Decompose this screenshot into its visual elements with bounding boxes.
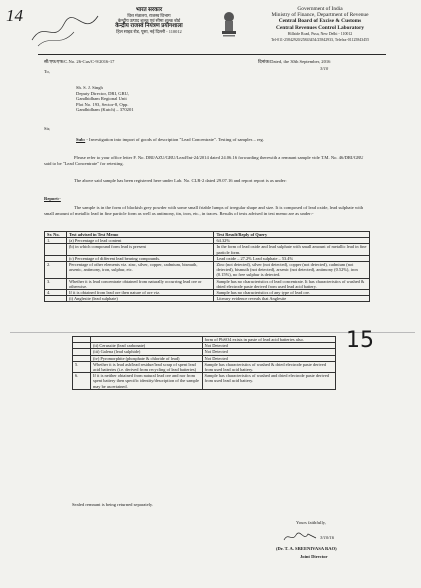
table-cell: Sample has no characteristics of lead concentrate. It has characteristics of washed & dried electrode paste derived from used lead acid battery. xyxy=(214,278,370,289)
table-cell: If it is neither obtained from natural lead ore and nor from spent battery then specific identity/description of the sample may be ascertained. xyxy=(90,373,202,390)
table-cell: Lead oxide – 27.2% Lead sulphate – 53.4% xyxy=(214,255,370,261)
table-header-cell: Sr. No. xyxy=(45,232,67,238)
header-hindi-line: केन्द्रीय उत्पाद शुल्क एवं सीमा शुल्क बोर्ड xyxy=(117,18,181,24)
table-cell: (i) Anglesite (lead sulphate) xyxy=(66,296,214,302)
subject-line xyxy=(76,137,368,143)
header-english-line: Government of India xyxy=(297,6,343,12)
table-header-cell: Test advised in Test Memo xyxy=(66,232,214,238)
table-row xyxy=(73,361,336,372)
table-cell: 4. xyxy=(45,290,67,296)
table-cell: Literary evidence reveals that Anglesite xyxy=(214,296,370,302)
table-cell: If it is obtained from lead ore then nature of ore viz. xyxy=(66,290,214,296)
table-cell xyxy=(45,296,67,302)
header-hindi-line: वित्त मंत्रालय, राजस्व विभाग xyxy=(127,13,171,19)
table-cell: Not Detected xyxy=(202,343,335,349)
table-cell: Percentage of other elements viz. zinc, silver, copper, cadmium, bismuth, arsenic, antimony, iron, sulphur, etc. xyxy=(66,262,214,279)
table-cell: form of PbSO4 exists in paste of lead acid batteries also. xyxy=(202,337,335,343)
table-cell: Sample has no characteristics of any type of lead ore. xyxy=(214,290,370,296)
handwritten-page-mark: 14 xyxy=(6,6,23,25)
header-english-line: Central Board of Excise & Customs xyxy=(278,18,362,25)
paragraph-2: The above said sample has been registered here under Lab. No. CLR-2 dated 29.07.16 and report report is as under: xyxy=(74,178,287,183)
table-row xyxy=(45,296,370,302)
handwritten-scribble-icon xyxy=(24,10,104,50)
national-emblem-icon xyxy=(218,10,240,38)
report-intro: The sample is in the form of blackish grey powder with some small friable lumps of irregular shape and size. It is composed of lead oxide, lead sulphate with small amount of metallic lead in fine particle form as well as antimony, tin, iron, etc., in traces. Results of tests advised in test memo are as under:- xyxy=(44,205,364,216)
closing-note: Sealed remnant is being returned separately. xyxy=(72,502,154,507)
addressee-line: Gandhidham Regional Unit xyxy=(76,96,127,102)
table-cell: (b) in which compound form lead is present xyxy=(66,244,214,255)
handwritten-date-note: 3/10 xyxy=(320,66,329,71)
results-table xyxy=(44,231,370,302)
header-divider xyxy=(38,54,386,55)
table-cell: 6. xyxy=(73,373,91,390)
addressee-line: Plot No. 193, Sector-8, Opp. xyxy=(76,101,129,107)
file-number: सी/एफ/एफ/C.No. 26-Cus/C-9/2016-17 xyxy=(44,59,115,64)
table-cell: In the form of lead oxide and lead sulphate with small amount of metallic lead in fine particle form. xyxy=(214,244,370,255)
letter-date: दिनांक/Dated, the 30th September, 2016 xyxy=(258,59,331,64)
signature-icon xyxy=(282,530,318,544)
closing-phrase: Yours faithfully, xyxy=(296,520,326,525)
table-row xyxy=(45,278,370,289)
to-label: To, xyxy=(44,69,50,74)
table-cell: Whether it is lead ash/lead residue/lead scrap of spent lead acid batteries (i.e. derived from recycling of lead batteries) xyxy=(90,361,202,372)
header-hindi-line: भारत सरकार xyxy=(135,7,163,13)
addressee-line: Gandhidham (Kutch) – 370201 xyxy=(76,107,134,113)
table-row xyxy=(73,373,336,390)
table-cell: (ii) Cerussite (lead carbonate) xyxy=(90,343,202,349)
table-cell: (iv) Pyromorphite (phosphate & chloride of lead) xyxy=(90,355,202,361)
table-cell: Not Detected xyxy=(202,355,335,361)
header-english-line: Ministry of Finance, Department of Revenue xyxy=(271,12,369,19)
addressee-line: Deputy Director, DRI, GRU, xyxy=(76,90,130,96)
table-row xyxy=(45,244,370,255)
table-cell: Not Detected xyxy=(202,349,335,355)
results-table-continued xyxy=(72,336,336,390)
subject-label: Sub: xyxy=(76,137,86,142)
table-cell: 3. xyxy=(45,278,67,289)
salutation: Sir, xyxy=(44,126,51,131)
table-cell: 64.32% xyxy=(214,238,370,244)
table-cell: (c) Percentage of different lead bearing compounds. xyxy=(66,255,214,261)
header-hindi-line: हिल साइड रोड, पूसा, नई दिल्ली - 110012 xyxy=(116,28,182,34)
header-english-line: Tel-011-25842920/25843454/25842933, Telefax-01125843455 xyxy=(270,38,370,43)
header-hindi xyxy=(104,8,194,34)
table-header-cell: Test Result/Reply of Query xyxy=(214,232,370,238)
header-english-line: Hillside Road, Pusa, New Delhi - 110012 xyxy=(287,31,353,36)
handwritten-page-number: 15 xyxy=(346,328,374,353)
header-english-line: Central Revenues Control Laboratory xyxy=(275,24,365,31)
table-cell: 2. xyxy=(45,262,67,279)
signature-date: 3/10/16 xyxy=(320,535,335,540)
signatory-name: (Dr. T. A. SREENIVASA RAO) xyxy=(276,546,337,551)
table-row xyxy=(45,262,370,279)
report-heading: Report:- xyxy=(44,196,61,201)
table-cell: Whether it is lead concentrate obtained from naturally occurring lead ore or otherwise. xyxy=(66,278,214,289)
table-cell: Sample has characteristics of washed & dried electrode paste derived from used lead acid battery. xyxy=(202,361,335,372)
addressee-line: Sh. S. J. Singh xyxy=(76,85,103,90)
subject-text: - Investigation into import of goods of description "Lead Concentrate". Testing of samples – reg. xyxy=(86,137,264,142)
table-cell: Zinc (not detected), silver (not detected), copper (not detected), cadmium (not detected), bismuth (not detected), arsenic (not detected), antimony (0.52%), iron (0.15%), no free sulphur is detected. xyxy=(214,262,370,279)
table-cell xyxy=(45,244,67,255)
paragraph-1: Please refer to your office letter F. No. DRI/AZU/GRU/Lead/Int-24/2014 dated 24.06.16 forwarding therewith a remnant sample vide T.M. No. 46/DRI/GRU said to be "Lead Concentrate" for retesting. xyxy=(44,155,364,166)
table-cell: 1. xyxy=(45,238,67,244)
header-english xyxy=(255,6,385,43)
addressee-block xyxy=(76,85,134,113)
table-cell: 5. xyxy=(73,361,91,372)
table-cell: (a) Percentage of lead content xyxy=(66,238,214,244)
table-cell: Sample has characteristics of washed and dried electrode paste derived from used lead acid battery. xyxy=(202,373,335,390)
header-hindi-line: केन्द्रीय राजस्व नियंत्रण प्रयोगशाला xyxy=(115,22,183,29)
table-cell: (iii) Galena (lead sulphide) xyxy=(90,349,202,355)
signatory-designation: Joint Director xyxy=(300,554,328,559)
